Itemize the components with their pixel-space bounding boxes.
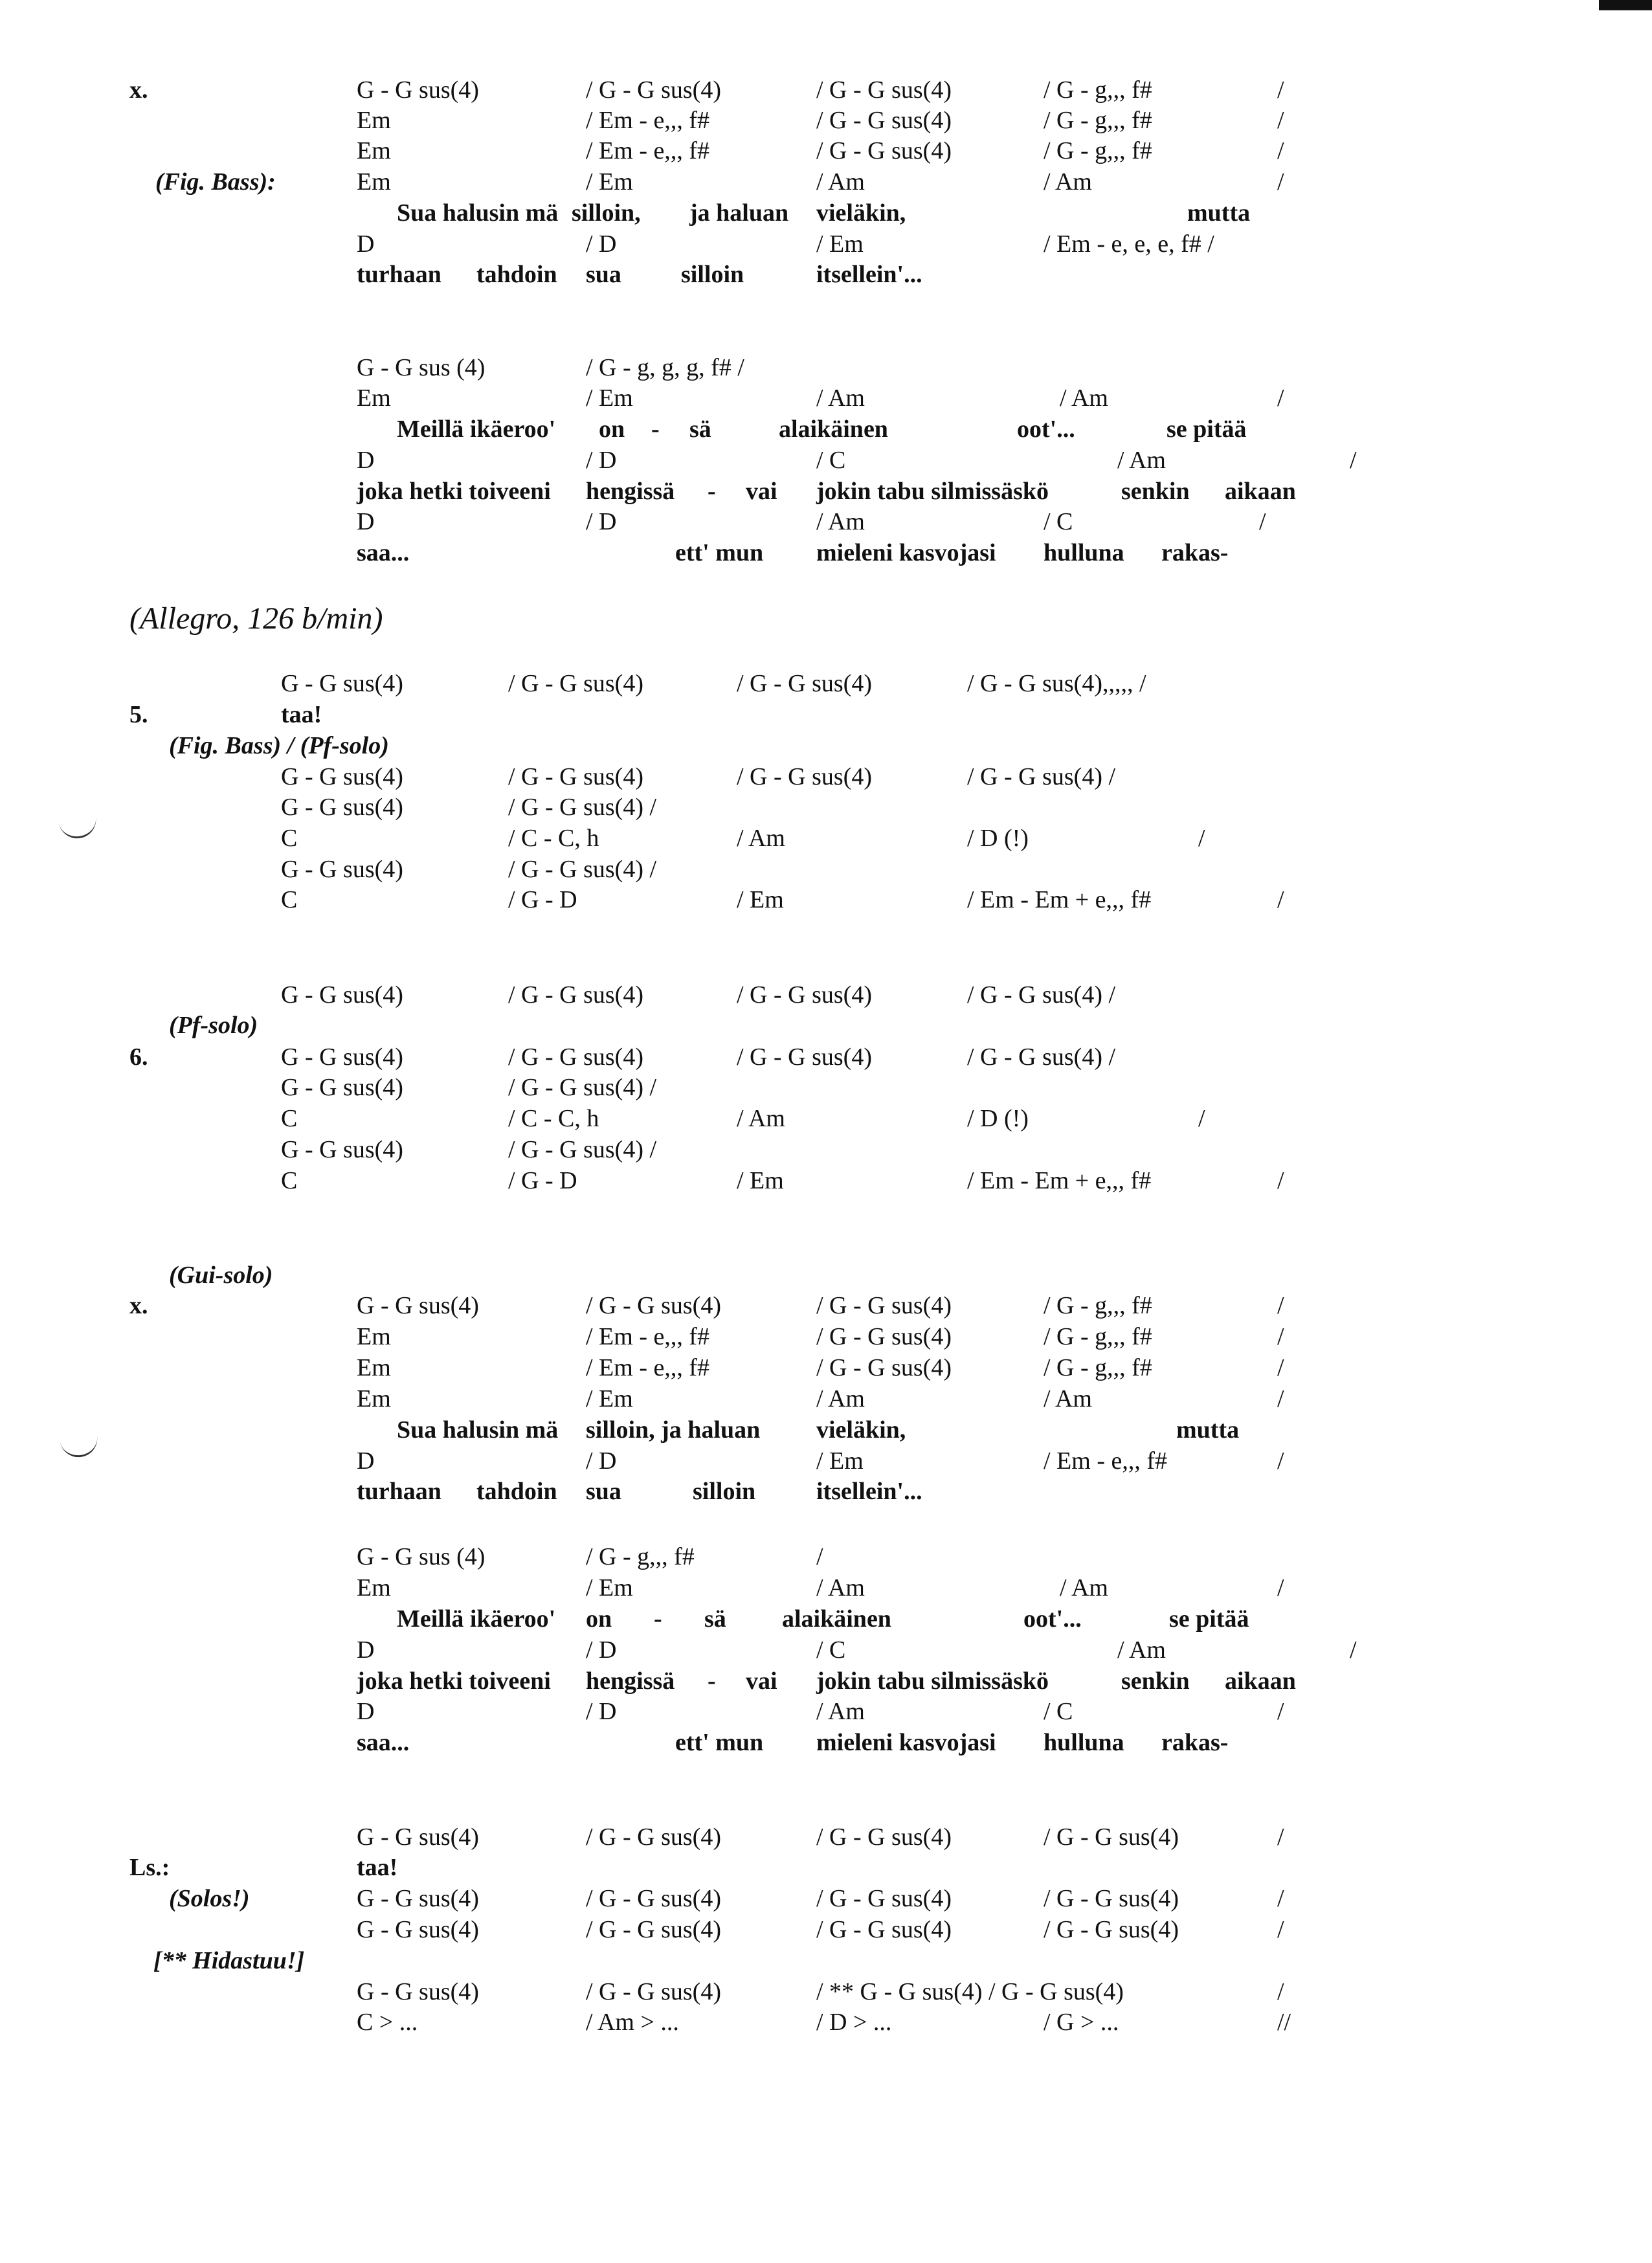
chord-cell: / Am (1044, 1385, 1092, 1412)
chord-cell: / G - G sus(4) / (508, 856, 657, 883)
chord-cell: / C (816, 1636, 846, 1664)
chord-cell: joka hetki toiveeni (357, 478, 551, 505)
chord-cell: / G - G sus(4) (508, 1043, 643, 1071)
chord-cell: Sua halusin mä (397, 1416, 559, 1444)
chord-cell: senkin (1121, 478, 1190, 505)
chord-cell: / (1277, 1823, 1284, 1851)
chord-cell: / D (!) (967, 1105, 1029, 1132)
chord-cell: / G - g,,, f# (1044, 137, 1152, 164)
chord-cell: Em (357, 168, 391, 195)
chord-cell: - (654, 1605, 662, 1633)
chord-cell: / G - D (508, 886, 577, 913)
chord-cell: / Em - e,,, f# (586, 107, 710, 134)
chord-cell: Em (357, 137, 391, 164)
chord-cell: / (1350, 1636, 1357, 1664)
chord-cell: / (1277, 1574, 1284, 1601)
chord-cell: / Am (737, 825, 785, 852)
chord-cell: itsellein'... (816, 1478, 922, 1505)
chord-cell: / (1277, 168, 1284, 195)
chord-cell: jokin tabu silmissäskö (816, 1667, 1049, 1695)
chord-cell: / Am (816, 508, 865, 535)
chord-cell: / G - G sus(4) (508, 670, 643, 697)
chord-cell: / (816, 1543, 823, 1570)
chord-cell: / Am (1117, 447, 1166, 474)
chord-cell: / G - G sus(4) / (508, 1074, 657, 1101)
chord-cell: / G - G sus(4) (816, 76, 952, 104)
chord-cell: / (1277, 1978, 1284, 2005)
chord-cell: Em (357, 1574, 391, 1601)
scan-edge-mark (1599, 0, 1652, 10)
chord-cell: silloin, (572, 199, 641, 227)
chord-cell: (Solos!) (169, 1885, 250, 1912)
chord-cell: sä (689, 416, 711, 443)
chord-cell: / C - C, h (508, 825, 599, 852)
chord-cell: / G - g,,, f# (1044, 1323, 1152, 1350)
chord-cell: / Am (816, 168, 865, 195)
chord-cell: // (1277, 2009, 1291, 2036)
chord-cell: / C - C, h (508, 1105, 599, 1132)
chord-cell: senkin (1121, 1667, 1190, 1695)
chord-cell: / (1277, 107, 1284, 134)
chord-cell: C (281, 825, 298, 852)
chord-cell: [** Hidastuu!] (153, 1947, 305, 1974)
chord-cell: / G - G sus(4) / (967, 981, 1116, 1009)
chord-cell: / (1277, 886, 1284, 913)
chord-cell: / G - G sus(4),,,,, / (967, 670, 1146, 697)
chord-cell: / Em - e,,, f# (586, 1354, 710, 1381)
chord-cell: sä (704, 1605, 726, 1633)
chord-cell: / D (586, 1636, 617, 1664)
chord-cell: / Am (1117, 1636, 1166, 1664)
chord-cell: 5. (129, 701, 148, 728)
chord-cell: turhaan (357, 261, 441, 288)
chord-cell: / G - G sus(4) (1044, 1823, 1179, 1851)
chord-cell: / G - G sus(4) (816, 1885, 952, 1912)
chord-cell: ett' mun (675, 539, 764, 566)
chord-cell: / G - G sus(4) (586, 76, 721, 104)
chord-cell: silloin (693, 1478, 756, 1505)
chord-cell: / D > ... (816, 2009, 892, 2036)
chord-cell: / (1259, 508, 1266, 535)
chord-cell: / Am > ... (586, 2009, 679, 2036)
chord-cell: / Em - e, e, e, f# / (1044, 230, 1214, 258)
chord-cell: ja haluan (689, 199, 789, 227)
chord-cell: se pitää (1166, 416, 1247, 443)
chord-cell: / C (816, 447, 846, 474)
breath-mark (58, 814, 98, 841)
chord-cell: sua (586, 1478, 621, 1505)
chord-cell: 6. (129, 1043, 148, 1071)
chord-cell: sua (586, 261, 621, 288)
chord-cell: / D (586, 1698, 617, 1725)
chord-cell: D (357, 447, 375, 474)
chord-cell: G - G sus (4) (357, 1543, 486, 1570)
chord-cell: tahdoin (476, 1478, 557, 1505)
chord-cell: mieleni kasvojasi (816, 1729, 996, 1756)
chord-cell: / G - G sus(4) (737, 763, 872, 790)
chord-cell: / G - G sus(4) / (967, 1043, 1116, 1071)
chord-cell: / G - G sus(4) (1044, 1916, 1179, 1943)
chord-cell: D (357, 508, 375, 535)
chord-cell: / (1277, 137, 1284, 164)
chord-cell: / Am (816, 1574, 865, 1601)
chord-cell: / (1198, 1105, 1205, 1132)
chord-cell: G - G sus(4) (281, 670, 403, 697)
chord-cell: / G - g,,, f# (586, 1543, 695, 1570)
chord-cell: / G - G sus(4) (816, 107, 952, 134)
chord-cell: / G - g,,, f# (1044, 76, 1152, 104)
chord-cell: silloin, ja haluan (586, 1416, 761, 1444)
chord-cell: / (1350, 447, 1357, 474)
chord-cell: hulluna (1044, 1729, 1124, 1756)
chord-cell: G - G sus(4) (281, 856, 403, 883)
chord-cell: / Am (737, 1105, 785, 1132)
chord-cell: taa! (281, 701, 322, 728)
chord-cell: (Pf-solo) (169, 1012, 258, 1039)
chord-cell: / G - G sus(4) (508, 763, 643, 790)
chord-cell: silloin (681, 261, 744, 288)
chord-cell: - (651, 416, 660, 443)
chord-cell: D (357, 1698, 375, 1725)
chord-cell: Sua halusin mä (397, 199, 559, 227)
chord-cell: / D (586, 230, 617, 258)
chord-cell: / D (586, 1447, 617, 1475)
chord-cell: / (1277, 1698, 1284, 1725)
chord-cell: / (1277, 1447, 1284, 1475)
chord-cell: / G - G sus(4) / (508, 794, 657, 821)
chord-cell: / Em (586, 385, 633, 412)
chord-cell: / G - G sus(4) (816, 1323, 952, 1350)
chord-cell: ett' mun (675, 1729, 764, 1756)
chord-cell: / G - G sus(4) (816, 1354, 952, 1381)
chord-cell: G - G sus(4) (357, 1292, 479, 1319)
chord-cell: mutta (1187, 199, 1251, 227)
chord-cell: x. (129, 1292, 148, 1319)
chord-cell: - (708, 1667, 716, 1695)
chord-cell: aikaan (1225, 478, 1296, 505)
chord-cell: vai (746, 1667, 777, 1695)
chord-cell: G - G sus(4) (281, 1043, 403, 1071)
chord-cell: / Em (737, 886, 784, 913)
chord-cell: / (1198, 825, 1205, 852)
chord-cell: oot'... (1017, 416, 1075, 443)
chord-cell: G - G sus(4) (281, 794, 403, 821)
chord-cell: / Am (816, 385, 865, 412)
chord-cell: / (1277, 1354, 1284, 1381)
chord-cell: Em (357, 1385, 391, 1412)
chord-cell: rakas- (1161, 539, 1229, 566)
chord-cell: Meillä ikäeroo' (397, 1605, 556, 1633)
chord-cell: C (281, 1105, 298, 1132)
chord-cell: / C (1044, 1698, 1073, 1725)
chord-cell: / G - G sus(4) (816, 1292, 952, 1319)
chord-cell: alaikäinen (779, 416, 888, 443)
chord-cell: G - G sus(4) (281, 763, 403, 790)
chord-cell: / G - g,,, f# (1044, 1354, 1152, 1381)
chord-cell: on (586, 1605, 612, 1633)
chord-cell: Ls.: (129, 1854, 170, 1881)
chord-cell: / G - G sus(4) (737, 981, 872, 1009)
chord-cell: / Em - e,,, f# (1044, 1447, 1168, 1475)
chord-cell: / G - G sus(4) (586, 1916, 721, 1943)
chord-cell: / Am (816, 1698, 865, 1725)
chord-cell: G - G sus(4) (357, 1885, 479, 1912)
chord-cell: / Em - Em + e,,, f# (967, 886, 1152, 913)
chord-cell: C (281, 886, 298, 913)
chord-cell: / Am (1060, 1574, 1108, 1601)
chord-cell: x. (129, 76, 148, 104)
chord-cell: alaikäinen (782, 1605, 891, 1633)
chord-cell: / Am (1060, 385, 1108, 412)
chord-cell: turhaan (357, 1478, 441, 1505)
chord-cell: / G - G sus(4) (586, 1885, 721, 1912)
chord-cell: / (1277, 1885, 1284, 1912)
chord-cell: on (599, 416, 625, 443)
chord-cell: mutta (1176, 1416, 1240, 1444)
chord-cell: G - G sus (4) (357, 354, 486, 381)
chord-cell: / (1277, 1323, 1284, 1350)
chord-cell: Meillä ikäeroo' (397, 416, 556, 443)
chord-cell: (Gui-solo) (169, 1262, 273, 1289)
chord-cell: G - G sus(4) (357, 1978, 479, 2005)
chord-cell: hengissä (586, 478, 675, 505)
chord-cell: / G - G sus(4) / (967, 763, 1116, 790)
chord-cell: Em (357, 1323, 391, 1350)
chord-cell: tahdoin (476, 261, 557, 288)
chord-cell: / Em (586, 1574, 633, 1601)
chord-cell: / (1277, 1385, 1284, 1412)
chord-cell: (Fig. Bass) / (Pf-solo) (169, 732, 389, 759)
chord-cell: / G > ... (1044, 2009, 1119, 2036)
chord-cell: / Em (816, 1447, 864, 1475)
chord-cell: G - G sus(4) (281, 1136, 403, 1163)
chord-cell: mieleni kasvojasi (816, 539, 996, 566)
chord-cell: / G - G sus(4) (737, 670, 872, 697)
chord-cell: / G - g,,, f# (1044, 1292, 1152, 1319)
chord-cell: joka hetki toiveeni (357, 1667, 551, 1695)
breath-mark (60, 1433, 100, 1460)
chord-cell: G - G sus(4) (281, 1074, 403, 1101)
chord-cell: C > ... (357, 2009, 418, 2036)
chord-cell: G - G sus(4) (357, 1916, 479, 1943)
chord-cell: itsellein'... (816, 261, 922, 288)
chord-cell: / (1277, 1292, 1284, 1319)
chord-cell: / G - G sus(4) (816, 137, 952, 164)
chord-cell: / Em (737, 1167, 784, 1194)
chord-cell: jokin tabu silmissäskö (816, 478, 1049, 505)
chord-cell: hulluna (1044, 539, 1124, 566)
chord-cell: / G - G sus(4) (586, 1292, 721, 1319)
chord-cell: / D (586, 447, 617, 474)
chord-cell: / C (1044, 508, 1073, 535)
chord-cell: Em (357, 385, 391, 412)
chord-cell: / G - g, g, g, f# / (586, 354, 744, 381)
chord-cell: D (357, 230, 375, 258)
chord-cell: / G - G sus(4) (816, 1823, 952, 1851)
chord-cell: vieläkin, (816, 199, 906, 227)
chord-cell: / Em (586, 1385, 633, 1412)
chord-cell: vai (746, 478, 777, 505)
chord-cell: saa... (357, 539, 410, 566)
chord-cell: / G - G sus(4) (737, 1043, 872, 1071)
chord-cell: rakas- (1161, 1729, 1229, 1756)
chord-cell: C (281, 1167, 298, 1194)
chord-cell: / G - D (508, 1167, 577, 1194)
chord-cell: Em (357, 107, 391, 134)
chord-cell: / Em (586, 168, 633, 195)
chord-cell: / (1277, 76, 1284, 104)
chord-cell: / (1277, 385, 1284, 412)
chord-cell: oot'... (1023, 1605, 1082, 1633)
chord-cell: / D (586, 508, 617, 535)
chord-cell: G - G sus(4) (357, 1823, 479, 1851)
chord-cell: taa! (357, 1854, 398, 1881)
chord-cell: hengissä (586, 1667, 675, 1695)
chord-cell: saa... (357, 1729, 410, 1756)
chord-cell: / Em - Em + e,,, f# (967, 1167, 1152, 1194)
chord-cell: D (357, 1447, 375, 1475)
chord-cell: vieläkin, (816, 1416, 906, 1444)
chord-cell: / Em (816, 230, 864, 258)
chord-cell: / G - G sus(4) (586, 1978, 721, 2005)
chord-cell: / Em - e,,, f# (586, 137, 710, 164)
chord-cell: / G - G sus(4) (508, 981, 643, 1009)
chord-cell: D (357, 1636, 375, 1664)
chord-cell: / G - G sus(4) (1044, 1885, 1179, 1912)
chord-cell: / (1277, 1916, 1284, 1943)
chord-cell: G - G sus(4) (357, 76, 479, 104)
chord-cell: (Fig. Bass): (155, 168, 276, 195)
chord-cell: / G - G sus(4) (816, 1916, 952, 1943)
chord-cell: / Am (1044, 168, 1092, 195)
chord-cell: / D (!) (967, 825, 1029, 852)
chord-cell: / G - g,,, f# (1044, 107, 1152, 134)
chord-cell: aikaan (1225, 1667, 1296, 1695)
chord-cell: se pitää (1169, 1605, 1249, 1633)
chord-cell: / (1277, 1167, 1284, 1194)
chord-cell: / G - G sus(4) / (508, 1136, 657, 1163)
chord-cell: G - G sus(4) (281, 981, 403, 1009)
chord-cell: / Am (816, 1385, 865, 1412)
chord-cell: - (708, 478, 716, 505)
tempo-marking: (Allegro, 126 b/min) (129, 601, 383, 636)
chord-cell: / Em - e,,, f# (586, 1323, 710, 1350)
chord-cell: / G - G sus(4) (586, 1823, 721, 1851)
chord-cell: / ** G - G sus(4) / G - G sus(4) (816, 1978, 1124, 2005)
chord-cell: Em (357, 1354, 391, 1381)
